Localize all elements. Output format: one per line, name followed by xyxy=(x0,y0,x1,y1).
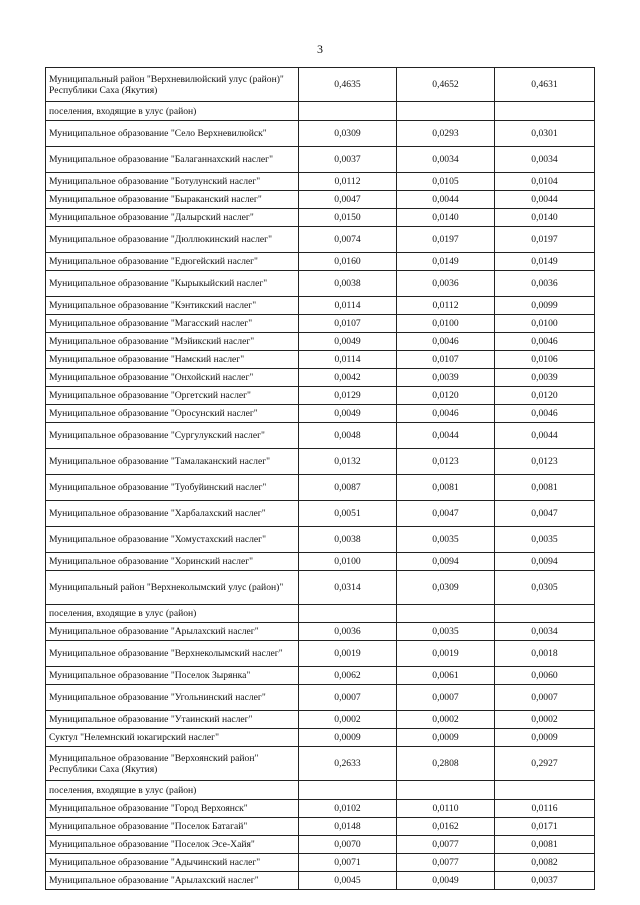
value-col1-cell: 0,0009 xyxy=(299,729,397,747)
value-col3-cell: 0,0301 xyxy=(495,121,595,147)
table-row xyxy=(46,253,595,271)
table-row xyxy=(46,173,595,191)
page-number: 3 xyxy=(317,42,323,56)
value-col3-cell: 0,0036 xyxy=(495,271,595,297)
value-col2-cell: 0,0094 xyxy=(397,553,495,571)
value-col1-cell: 0,4635 xyxy=(299,68,397,102)
value-col3-cell: 0,0140 xyxy=(495,209,595,227)
value-col1-cell xyxy=(299,605,397,623)
table-row xyxy=(46,475,595,501)
value-col2-cell: 0,0019 xyxy=(397,641,495,667)
value-col1-cell: 0,0047 xyxy=(299,191,397,209)
row-name-cell: Муниципальное образование "Поселок Эсе-Хайя" xyxy=(46,836,299,854)
table-row xyxy=(46,351,595,369)
table-row xyxy=(46,369,595,387)
table-row xyxy=(46,501,595,527)
value-col3-cell: 0,0104 xyxy=(495,173,595,191)
value-col1-cell: 0,0051 xyxy=(299,501,397,527)
table-row xyxy=(46,527,595,553)
row-name-cell: Муниципальное образование "Хоринский наслег" xyxy=(46,553,299,571)
value-col3-cell: 0,0305 xyxy=(495,571,595,605)
value-col3-cell: 0,0007 xyxy=(495,685,595,711)
row-name-cell: Муниципальное образование "Оргетский наслег" xyxy=(46,387,299,405)
table-row xyxy=(46,68,595,102)
value-col2-cell: 0,0046 xyxy=(397,405,495,423)
value-col2-cell: 0,0149 xyxy=(397,253,495,271)
value-col1-cell: 0,0007 xyxy=(299,685,397,711)
row-name-cell: Муниципальное образование "Хомустахский наслег" xyxy=(46,527,299,553)
row-name-cell: Муниципальное образование "Онхойский наслег" xyxy=(46,369,299,387)
value-col2-cell: 0,0077 xyxy=(397,836,495,854)
value-col1-cell: 0,0045 xyxy=(299,872,397,890)
row-name-cell: поселения, входящие в улус (район) xyxy=(46,102,299,121)
table-row xyxy=(46,405,595,423)
table-row xyxy=(46,781,595,800)
value-col2-cell: 0,0047 xyxy=(397,501,495,527)
value-col2-cell: 0,0112 xyxy=(397,297,495,315)
table-body xyxy=(46,68,595,890)
row-name-cell: Муниципальное образование "Туобуйинский наслег" xyxy=(46,475,299,501)
value-col3-cell: 0,0094 xyxy=(495,553,595,571)
value-col2-cell: 0,0105 xyxy=(397,173,495,191)
table-row xyxy=(46,818,595,836)
row-name-cell: Муниципальное образование "Арылахский наслег" xyxy=(46,872,299,890)
row-name-cell: Муниципальное образование "Магасский наслег" xyxy=(46,315,299,333)
value-col3-cell: 0,0046 xyxy=(495,405,595,423)
row-name-cell: Муниципальное образование "Село Верхневилюйск" xyxy=(46,121,299,147)
value-col1-cell: 0,0309 xyxy=(299,121,397,147)
value-col2-cell: 0,0123 xyxy=(397,449,495,475)
row-name-cell: Муниципальное образование "Верхоянский район" Республики Саха (Якутия) xyxy=(46,747,299,781)
value-col2-cell: 0,0162 xyxy=(397,818,495,836)
value-col3-cell: 0,0082 xyxy=(495,854,595,872)
table-row xyxy=(46,333,595,351)
value-col3-cell: 0,0099 xyxy=(495,297,595,315)
table-row xyxy=(46,147,595,173)
value-col2-cell: 0,0107 xyxy=(397,351,495,369)
table-row xyxy=(46,729,595,747)
value-col1-cell: 0,0019 xyxy=(299,641,397,667)
value-col3-cell: 0,0197 xyxy=(495,227,595,253)
value-col1-cell: 0,0070 xyxy=(299,836,397,854)
table-row xyxy=(46,271,595,297)
value-col3-cell: 0,0120 xyxy=(495,387,595,405)
row-name-cell: поселения, входящие в улус (район) xyxy=(46,781,299,800)
row-name-cell: Муниципальное образование "Ботулунский наслег" xyxy=(46,173,299,191)
row-name-cell: Муниципальный район "Верхневилюйский улус (район)" Республики Саха (Якутия) xyxy=(46,68,299,102)
row-name-cell: Муниципальное образование "Дюллюкинский наслег" xyxy=(46,227,299,253)
row-name-cell: Муниципальное образование "Угольнинский наслег" xyxy=(46,685,299,711)
value-col1-cell: 0,0049 xyxy=(299,405,397,423)
value-col2-cell xyxy=(397,102,495,121)
value-col3-cell: 0,0081 xyxy=(495,475,595,501)
table-row xyxy=(46,102,595,121)
value-col1-cell: 0,0038 xyxy=(299,527,397,553)
value-col3-cell: 0,0123 xyxy=(495,449,595,475)
table-row xyxy=(46,423,595,449)
row-name-cell: Муниципальное образование "Намский наслег" xyxy=(46,351,299,369)
row-name-cell: Муниципальное образование "Верхнеколымский наслег" xyxy=(46,641,299,667)
value-col2-cell: 0,0035 xyxy=(397,623,495,641)
value-col2-cell: 0,0293 xyxy=(397,121,495,147)
value-col2-cell: 0,0034 xyxy=(397,147,495,173)
value-col3-cell: 0,0047 xyxy=(495,501,595,527)
value-col2-cell: 0,0044 xyxy=(397,423,495,449)
value-col2-cell: 0,0044 xyxy=(397,191,495,209)
value-col1-cell: 0,0160 xyxy=(299,253,397,271)
row-name-cell: Муниципальное образование "Поселок Зырянка" xyxy=(46,667,299,685)
value-col3-cell: 0,0044 xyxy=(495,191,595,209)
table-row xyxy=(46,387,595,405)
value-col1-cell: 0,0062 xyxy=(299,667,397,685)
value-col1-cell: 0,0087 xyxy=(299,475,397,501)
table-row xyxy=(46,667,595,685)
row-name-cell: Муниципальное образование "Харбалахский наслег" xyxy=(46,501,299,527)
table-row xyxy=(46,854,595,872)
value-col3-cell xyxy=(495,781,595,800)
value-col2-cell: 0,0100 xyxy=(397,315,495,333)
value-col1-cell: 0,0002 xyxy=(299,711,397,729)
table-row xyxy=(46,641,595,667)
value-col1-cell: 0,0107 xyxy=(299,315,397,333)
table-row xyxy=(46,623,595,641)
table-row xyxy=(46,553,595,571)
value-col2-cell: 0,0009 xyxy=(397,729,495,747)
value-col2-cell: 0,0036 xyxy=(397,271,495,297)
value-col2-cell: 0,0007 xyxy=(397,685,495,711)
table-row xyxy=(46,711,595,729)
table-row xyxy=(46,571,595,605)
row-name-cell: Муниципальное образование "Тамалаканский наслег" xyxy=(46,449,299,475)
value-col1-cell: 0,0037 xyxy=(299,147,397,173)
value-col1-cell: 0,0129 xyxy=(299,387,397,405)
value-col2-cell: 0,0077 xyxy=(397,854,495,872)
value-col3-cell xyxy=(495,605,595,623)
value-col1-cell xyxy=(299,781,397,800)
value-col3-cell: 0,0034 xyxy=(495,623,595,641)
value-col3-cell: 0,0018 xyxy=(495,641,595,667)
value-col1-cell: 0,0074 xyxy=(299,227,397,253)
value-col3-cell: 0,0046 xyxy=(495,333,595,351)
value-col2-cell: 0,0061 xyxy=(397,667,495,685)
value-col2-cell: 0,0049 xyxy=(397,872,495,890)
value-col2-cell: 0,0120 xyxy=(397,387,495,405)
row-name-cell: Муниципальный район "Верхнеколымский улус (район)" xyxy=(46,571,299,605)
value-col2-cell: 0,0035 xyxy=(397,527,495,553)
value-col3-cell: 0,0039 xyxy=(495,369,595,387)
value-col2-cell: 0,0002 xyxy=(397,711,495,729)
value-col1-cell: 0,0049 xyxy=(299,333,397,351)
value-col1-cell: 0,0150 xyxy=(299,209,397,227)
value-col1-cell: 0,0036 xyxy=(299,623,397,641)
value-col2-cell: 0,0140 xyxy=(397,209,495,227)
value-col2-cell: 0,2808 xyxy=(397,747,495,781)
table-row xyxy=(46,747,595,781)
value-col2-cell xyxy=(397,781,495,800)
value-col1-cell: 0,0114 xyxy=(299,297,397,315)
value-col3-cell xyxy=(495,102,595,121)
row-name-cell: Муниципальное образование "Кэнтикский наслег" xyxy=(46,297,299,315)
row-name-cell: Муниципальное образование "Быраканский наслег" xyxy=(46,191,299,209)
value-col3-cell: 0,0034 xyxy=(495,147,595,173)
table-row xyxy=(46,209,595,227)
value-col3-cell: 0,0171 xyxy=(495,818,595,836)
value-col1-cell: 0,0114 xyxy=(299,351,397,369)
table-row xyxy=(46,297,595,315)
value-col1-cell: 0,0314 xyxy=(299,571,397,605)
value-col3-cell: 0,0081 xyxy=(495,836,595,854)
row-name-cell: Муниципальное образование "Оросунский наслег" xyxy=(46,405,299,423)
table-row xyxy=(46,605,595,623)
table-row xyxy=(46,121,595,147)
row-name-cell: Муниципальное образование "Балаганнахский наслег" xyxy=(46,147,299,173)
value-col2-cell: 0,0046 xyxy=(397,333,495,351)
value-col1-cell: 0,0048 xyxy=(299,423,397,449)
value-col2-cell: 0,0110 xyxy=(397,800,495,818)
table-row xyxy=(46,836,595,854)
row-name-cell: Муниципальное образование "Поселок Батагай" xyxy=(46,818,299,836)
value-col1-cell xyxy=(299,102,397,121)
value-col2-cell: 0,4652 xyxy=(397,68,495,102)
row-name-cell: Муниципальное образование "Арылахский наслег" xyxy=(46,623,299,641)
value-col1-cell: 0,0038 xyxy=(299,271,397,297)
value-col1-cell: 0,0112 xyxy=(299,173,397,191)
value-col3-cell: 0,0035 xyxy=(495,527,595,553)
row-name-cell: Муниципальное образование "Утаинский наслег" xyxy=(46,711,299,729)
table-row xyxy=(46,449,595,475)
value-col1-cell: 0,0148 xyxy=(299,818,397,836)
value-col3-cell: 0,2927 xyxy=(495,747,595,781)
value-col3-cell: 0,0149 xyxy=(495,253,595,271)
row-name-cell: Муниципальное образование "Адычинский наслег" xyxy=(46,854,299,872)
value-col1-cell: 0,2633 xyxy=(299,747,397,781)
row-name-cell: Муниципальное образование "Сургулукский наслег" xyxy=(46,423,299,449)
value-col3-cell: 0,4631 xyxy=(495,68,595,102)
table-row xyxy=(46,191,595,209)
row-name-cell: Муниципальное образование "Кырыкыйский наслег" xyxy=(46,271,299,297)
row-name-cell: Суктул "Нелемнский юкагирский наслег" xyxy=(46,729,299,747)
coefficients-table xyxy=(45,67,595,890)
value-col2-cell: 0,0081 xyxy=(397,475,495,501)
table-row xyxy=(46,872,595,890)
value-col3-cell: 0,0037 xyxy=(495,872,595,890)
value-col3-cell: 0,0044 xyxy=(495,423,595,449)
row-name-cell: Муниципальное образование "Едюгейский наслег" xyxy=(46,253,299,271)
value-col3-cell: 0,0106 xyxy=(495,351,595,369)
row-name-cell: Муниципальное образование "Город Верхоянск" xyxy=(46,800,299,818)
value-col2-cell xyxy=(397,605,495,623)
value-col3-cell: 0,0100 xyxy=(495,315,595,333)
table-row xyxy=(46,685,595,711)
value-col3-cell: 0,0009 xyxy=(495,729,595,747)
table-row xyxy=(46,315,595,333)
value-col3-cell: 0,0002 xyxy=(495,711,595,729)
value-col1-cell: 0,0132 xyxy=(299,449,397,475)
value-col2-cell: 0,0309 xyxy=(397,571,495,605)
value-col2-cell: 0,0039 xyxy=(397,369,495,387)
value-col1-cell: 0,0071 xyxy=(299,854,397,872)
value-col1-cell: 0,0102 xyxy=(299,800,397,818)
value-col1-cell: 0,0100 xyxy=(299,553,397,571)
row-name-cell: Муниципальное образование "Далырский наслег" xyxy=(46,209,299,227)
value-col3-cell: 0,0116 xyxy=(495,800,595,818)
row-name-cell: Муниципальное образование "Мэйикский наслег" xyxy=(46,333,299,351)
table-row xyxy=(46,800,595,818)
value-col3-cell: 0,0060 xyxy=(495,667,595,685)
table-row xyxy=(46,227,595,253)
row-name-cell: поселения, входящие в улус (район) xyxy=(46,605,299,623)
value-col1-cell: 0,0042 xyxy=(299,369,397,387)
value-col2-cell: 0,0197 xyxy=(397,227,495,253)
